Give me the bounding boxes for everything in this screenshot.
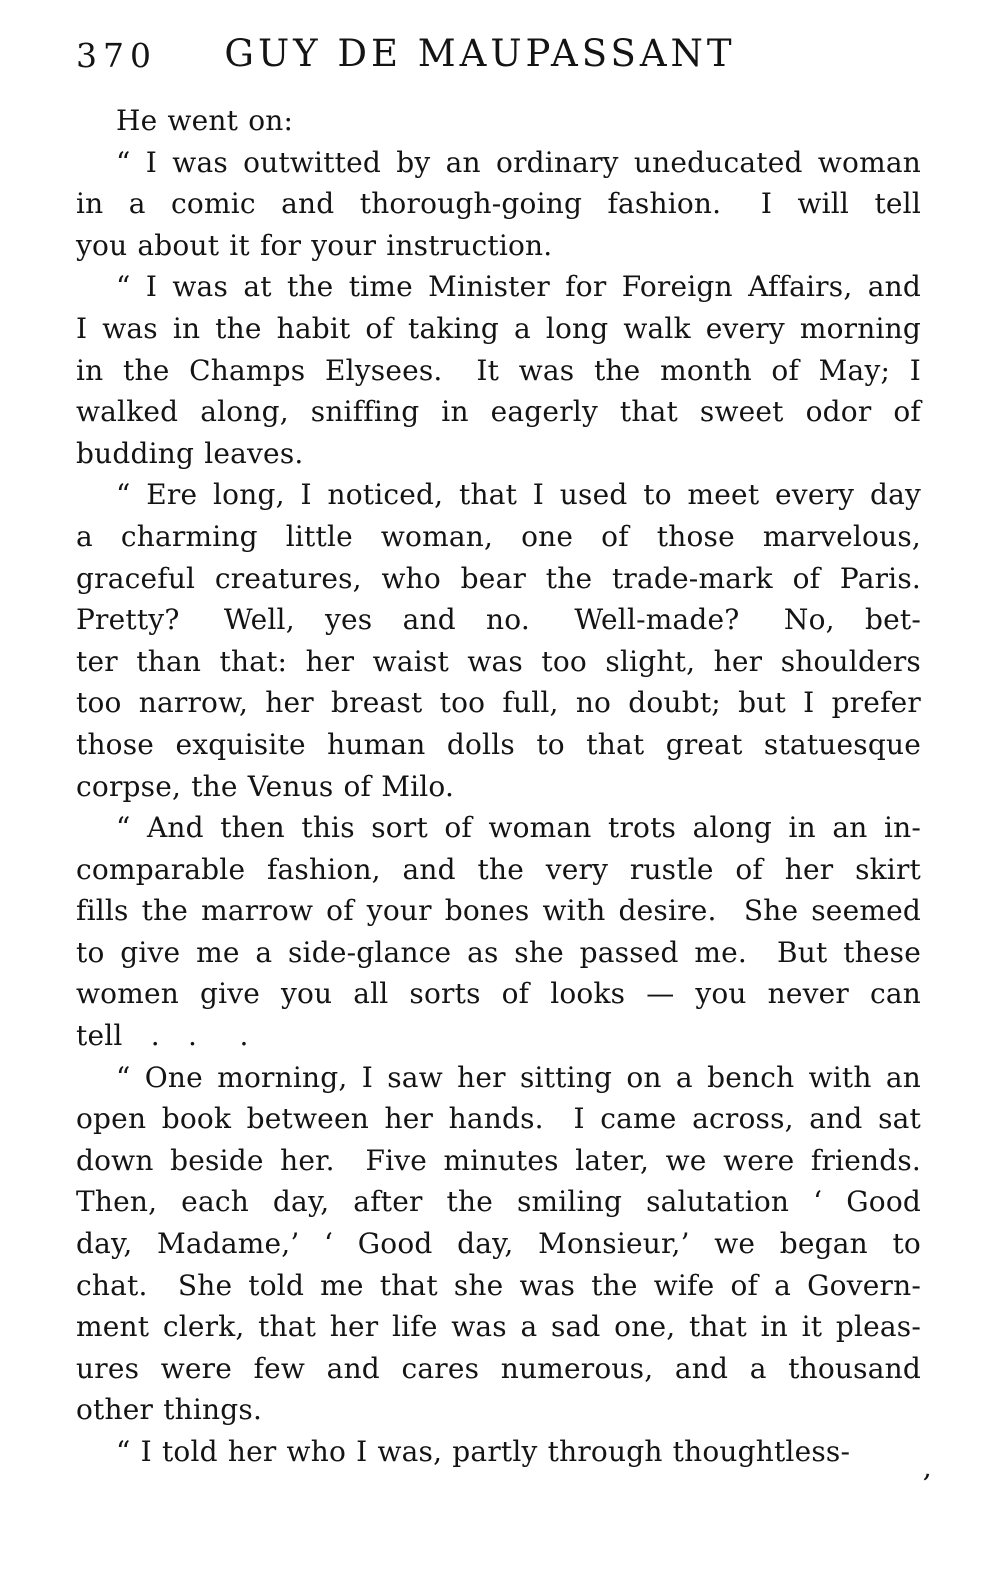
text-line: “ I was outwitted by an ordinary uneducated woman (116, 145, 921, 179)
text-line: in the Champs Elysees. It was the month of May; I (76, 353, 921, 387)
running-title: GUY DE MAUPASSANT (224, 32, 736, 75)
text-line: walked along, sniffing in eagerly that sweet odor of (76, 395, 921, 429)
paragraph (76, 100, 921, 142)
text-line: to give me a side-glance as she passed me. But these (76, 935, 921, 969)
text-body (76, 100, 921, 1473)
text-line: He went on: (116, 104, 294, 137)
text-line: those exquisite human dolls to that great statuesque (76, 727, 921, 761)
text-line: “ One morning, I saw her sitting on a bench with an (116, 1060, 921, 1094)
text-line: tell . . . (76, 1019, 249, 1053)
text-line: ter than that: her waist was too slight, her shoulders (76, 644, 921, 678)
paragraph (76, 142, 921, 267)
text-line: “ I was at the time Minister for Foreign Affairs, and (116, 270, 921, 304)
page-number: 370 (76, 36, 157, 75)
paragraph (76, 474, 921, 807)
text-line: chat. She told me that she was the wife of a Govern- (76, 1268, 921, 1302)
text-line: budding leaves. (76, 436, 304, 470)
text-line: graceful creatures, who bear the trade-mark of Paris. (76, 561, 921, 595)
text-line: a charming little woman, one of those marvelous, (76, 519, 921, 553)
text-line: Pretty? Well, yes and no. Well-made? No, bet- (76, 603, 921, 637)
text-line: other things. (76, 1393, 263, 1427)
text-line: ment clerk, that her life was a sad one, that in it pleas- (76, 1310, 921, 1344)
text-line: down beside her. Five minutes later, we were friends. (76, 1143, 921, 1177)
text-line: Then, each day, after the smiling salutation ‘ Good (76, 1185, 921, 1219)
text-line: fills the marrow of your bones with desire. She seemed (76, 894, 921, 928)
paragraph (76, 1057, 921, 1431)
text-line: corpse, the Venus of Milo. (76, 769, 455, 803)
paragraph (76, 1431, 921, 1473)
text-line: “ And then this sort of woman trots along in an in- (116, 811, 921, 845)
text-line: in a comic and thorough-going fashion. I will tell (76, 187, 921, 221)
paragraph (76, 807, 921, 1057)
paragraph (76, 266, 921, 474)
text-line: “ Ere long, I noticed, that I used to meet every day (116, 478, 921, 512)
text-line: I was in the habit of taking a long walk every morning (76, 311, 921, 345)
text-line: day, Madame,’ ‘ Good day, Monsieur,’ we began to (76, 1227, 921, 1261)
text-line: you about it for your instruction. (76, 228, 553, 262)
text-line: open book between her hands. I came across, and sat (76, 1102, 921, 1136)
print-artifact-mark: ’ (918, 1467, 933, 1502)
text-line: women give you all sorts of looks — you never can (76, 977, 921, 1011)
text-line: “ I told her who I was, partly through thoughtless- (116, 1435, 851, 1468)
text-line: comparable fashion, and the very rustle of her skirt (76, 852, 921, 886)
text-line: too narrow, her breast too full, no doubt; but I prefer (76, 686, 921, 720)
text-line: ures were few and cares numerous, and a thousand (76, 1351, 921, 1385)
